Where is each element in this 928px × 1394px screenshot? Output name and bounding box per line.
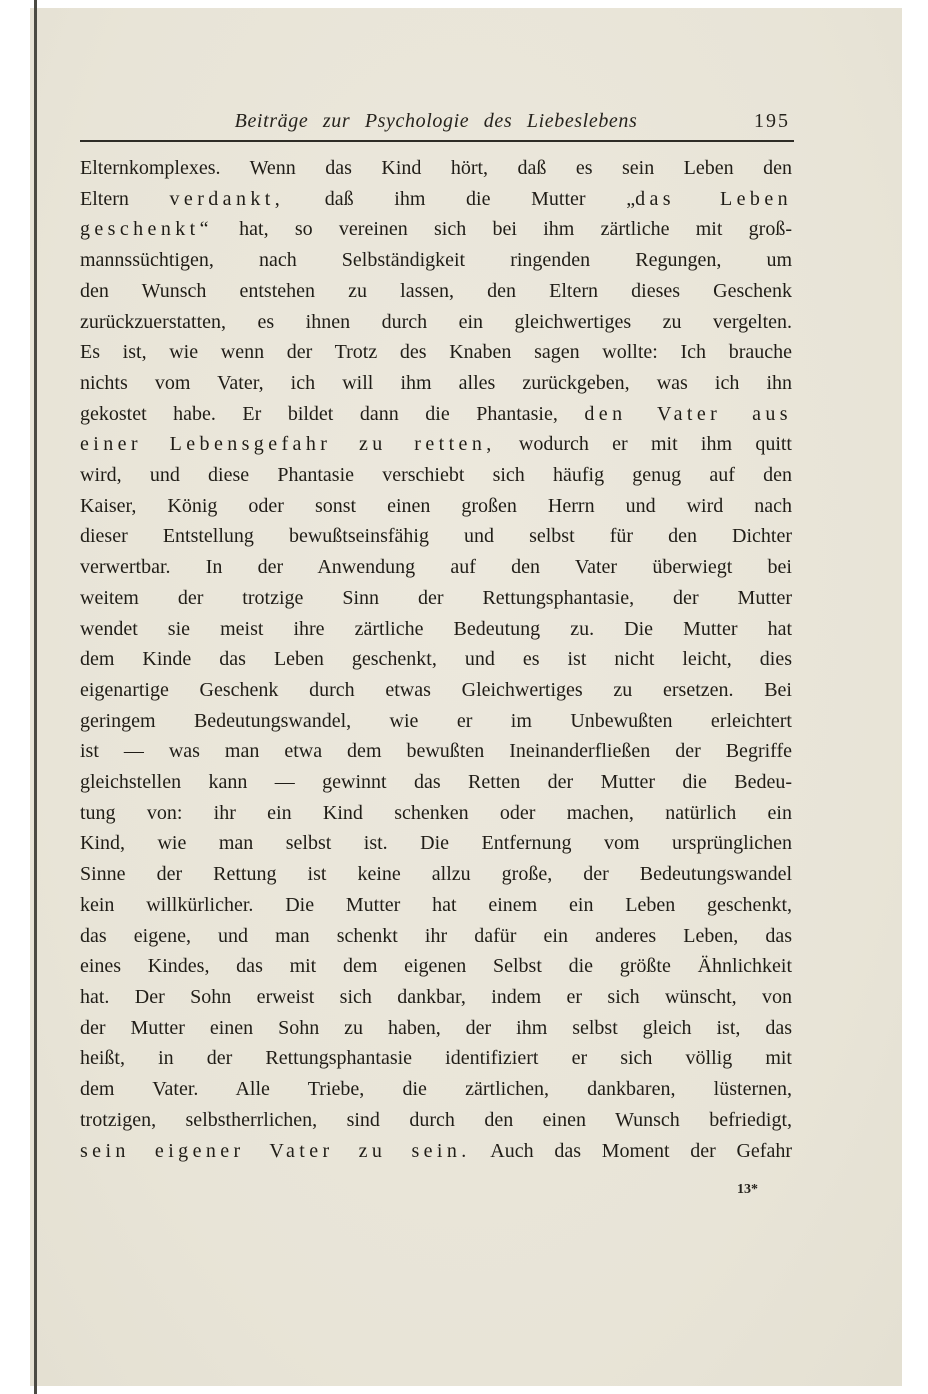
letterspaced-text: einer Lebensgefahr zu retten, <box>80 433 496 456</box>
text-line <box>80 491 792 522</box>
text-segment: verwertbar. In der Anwendung auf den Vater überwiegt bei <box>80 556 792 579</box>
text-segment: eigenartige Geschenk durch etwas Gleichwertiges zu ersetzen. Bei <box>80 678 792 701</box>
running-title: Beiträge zur Psychologie des Liebeslebens <box>234 110 638 132</box>
text-segment: zurückzuerstatten, es ihnen durch ein gleichwertiges zu vergelten. <box>80 310 792 333</box>
text-line <box>80 552 792 583</box>
text-segment: den Wunsch entstehen zu lassen, den Eltern dieses Geschenk <box>80 279 792 302</box>
text-line <box>80 828 792 859</box>
text-segment: dem Vater. Alle Triebe, die zärtlichen, dankbaren, lüsternen, <box>80 1078 792 1101</box>
text-segment: Eltern <box>80 187 170 210</box>
text-line <box>80 245 792 276</box>
letterspaced-text: verdankt, <box>169 187 285 210</box>
text-segment: dieser Entstellung bewußtseinsfähig und selbst für den Dichter <box>80 525 792 548</box>
text-line <box>80 1043 792 1074</box>
text-line <box>80 1136 792 1167</box>
text-segment: Es ist, wie wenn der Trotz des Knaben sagen wollte: Ich brauche <box>80 341 792 364</box>
text-segment: hat, so vereinen sich bei ihm zärtliche mit groß- <box>212 218 792 241</box>
text-line <box>80 644 792 675</box>
text-line <box>80 521 792 552</box>
text-line <box>80 337 792 368</box>
letterspaced-text: geschenkt“ <box>80 218 213 241</box>
text-line <box>80 368 792 399</box>
letterspaced-text: sein eigener Vater zu sein. <box>80 1139 471 1162</box>
text-segment: mannssüchtigen, nach Selbständigkeit ringenden Regungen, um <box>80 249 792 272</box>
signature-mark: 13* <box>737 1182 758 1197</box>
text-segment: eines Kindes, das mit dem eigenen Selbst die größte Ähnlichkeit <box>80 955 792 978</box>
page-number: 195 <box>754 110 790 132</box>
text-line <box>80 736 792 767</box>
text-segment: gleichstellen kann — gewinnt das Retten der Mutter die Bedeu- <box>80 771 792 794</box>
page-header <box>80 110 792 138</box>
text-line <box>80 798 792 829</box>
text-line <box>80 153 792 184</box>
text-line <box>80 1074 792 1105</box>
text-segment: weitem der trotzige Sinn der Rettungsphantasie, der Mutter <box>80 586 792 609</box>
text-line <box>80 982 792 1013</box>
text-segment: hat. Der Sohn erweist sich dankbar, indem er sich wünscht, von <box>80 985 792 1008</box>
text-line <box>80 675 792 706</box>
scan-edge-line <box>34 0 37 1394</box>
text-line <box>80 614 792 645</box>
text-segment: daß ihm die Mutter „ <box>284 187 636 210</box>
text-segment: wird, und diese Phantasie verschiebt sich häufig genug auf den <box>80 464 792 487</box>
page-text <box>80 153 792 1166</box>
book-page <box>30 8 902 1386</box>
text-line <box>80 921 792 952</box>
text-segment: Auch das Moment der Gefahr <box>470 1139 792 1162</box>
text-segment: Kaiser, König oder sonst einen großen Herrn und wird nach <box>80 494 792 517</box>
text-segment: tung von: ihr ein Kind schenken oder machen, natürlich ein <box>80 801 792 824</box>
text-line <box>80 951 792 982</box>
text-segment: gekostet habe. Er bildet dann die Phantasie, <box>80 402 585 425</box>
text-segment: wodurch er mit ihm quitt <box>495 433 792 456</box>
letterspaced-text: das Leben <box>635 187 793 210</box>
header-rule <box>80 140 794 142</box>
text-line <box>80 276 792 307</box>
text-line <box>80 706 792 737</box>
text-segment: geringem Bedeutungswandel, wie er im Unbewußten erleichtert <box>80 709 792 732</box>
text-line <box>80 307 792 338</box>
text-segment: Elternkomplexes. Wenn das Kind hört, daß es sein Leben den <box>80 157 792 179</box>
text-line <box>80 583 792 614</box>
text-segment: das eigene, und man schenkt ihr dafür ein anderes Leben, das <box>80 924 792 947</box>
text-line <box>80 767 792 798</box>
text-segment: kein willkürlicher. Die Mutter hat einem ein Leben geschenkt, <box>80 893 792 916</box>
text-segment: trotzigen, selbstherrlichen, sind durch den einen Wunsch befriedigt, <box>80 1108 792 1131</box>
text-line <box>80 429 792 460</box>
text-line <box>80 890 792 921</box>
text-segment: ist — was man etwa dem bewußten Ineinanderfließen der Begriffe <box>80 740 792 763</box>
text-segment: der Mutter einen Sohn zu haben, der ihm selbst gleich ist, das <box>80 1016 792 1039</box>
text-line <box>80 859 792 890</box>
letterspaced-text: den Vater aus <box>584 402 792 425</box>
text-line <box>80 214 792 245</box>
text-segment: Kind, wie man selbst ist. Die Entfernung vom ursprünglichen <box>80 832 792 855</box>
text-line <box>80 184 792 215</box>
text-line <box>80 1105 792 1136</box>
text-segment: heißt, in der Rettungsphantasie identifiziert er sich völlig mit <box>80 1047 792 1070</box>
text-line <box>80 399 792 430</box>
text-segment: wendet sie meist ihre zärtliche Bedeutung zu. Die Mutter hat <box>80 617 792 640</box>
text-line <box>80 460 792 491</box>
text-segment: Sinne der Rettung ist keine allzu große, der Bedeutungswandel <box>80 863 792 886</box>
text-line <box>80 1013 792 1044</box>
text-segment: nichts vom Vater, ich will ihm alles zurückgeben, was ich ihn <box>80 371 792 394</box>
text-segment: dem Kinde das Leben geschenkt, und es ist nicht leicht, dies <box>80 648 792 671</box>
